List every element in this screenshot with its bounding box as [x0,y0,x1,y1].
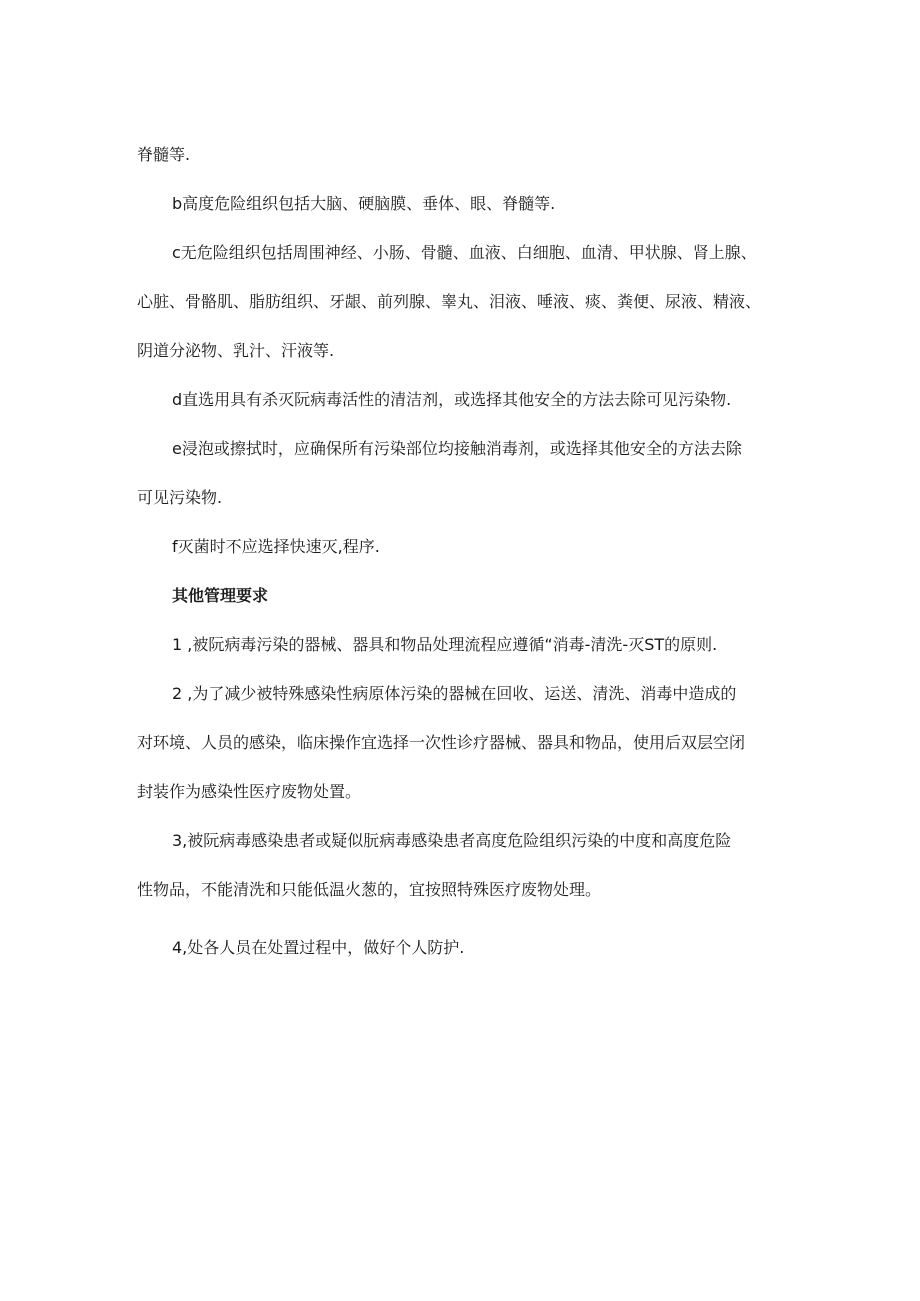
text-line-2: b高度危险组织包括大脑、硬脑膜、垂体、眼、脊髓等. [172,194,556,213]
text-line-16: 性物品，不能清洗和只能低温火葱的，宜按照特殊医疗废物处理。 [137,880,602,899]
text-line-12: 2 ,为了减少被特殊感染性病原体污染的器械在回收、运送、清洗、消毒中造成的 [172,684,737,703]
section-heading: 其他管理要求 [172,586,269,605]
text-line-5: 阴道分泌物、乳汁、汗液等. [137,341,335,360]
text-line-17: 4,处各人员在处置过程中，做好个人防护. [172,938,465,957]
text-line-3: c无危险组织包括周围神经、小肠、骨髓、血液、白细胞、血清、甲状腺、肾上腺、 [172,243,757,262]
text-line-4: 心脏、骨骼肌、脂肪组织、牙龈、前列腺、睾丸、泪液、唾液、痰、粪便、尿液、精液、 [137,292,762,311]
text-line-11: 1 ,被阮病毒污染的器械、器具和物品处理流程应遵循“消毒-清洗-灭ST的原则. [172,635,718,654]
text-line-6: d直选用具有杀灭阮病毒活性的清洁剂，或选择其他安全的方法去除可见污染物. [172,390,732,409]
text-line-15: 3,被阮病毒感染患者或疑似朊病毒感染患者高度危险组织污染的中度和高度危险 [172,831,732,850]
text-line-13: 对环境、人员的感染，临床操作宜选择一次性诊疗器械、器具和物品，使用后双层空闭 [137,733,746,752]
text-line-1: 脊髓等. [137,145,191,164]
text-line-8: 可见污染物. [137,488,223,507]
text-line-7: e浸泡或擦拭时，应确保所有污染部位均接触消毒剂，或选择其他安全的方法去除 [172,439,742,458]
text-line-14: 封装作为感染性医疗废物处置。 [137,782,362,801]
text-line-9: f灭菌时不应选择快速灭,程序. [172,537,380,556]
